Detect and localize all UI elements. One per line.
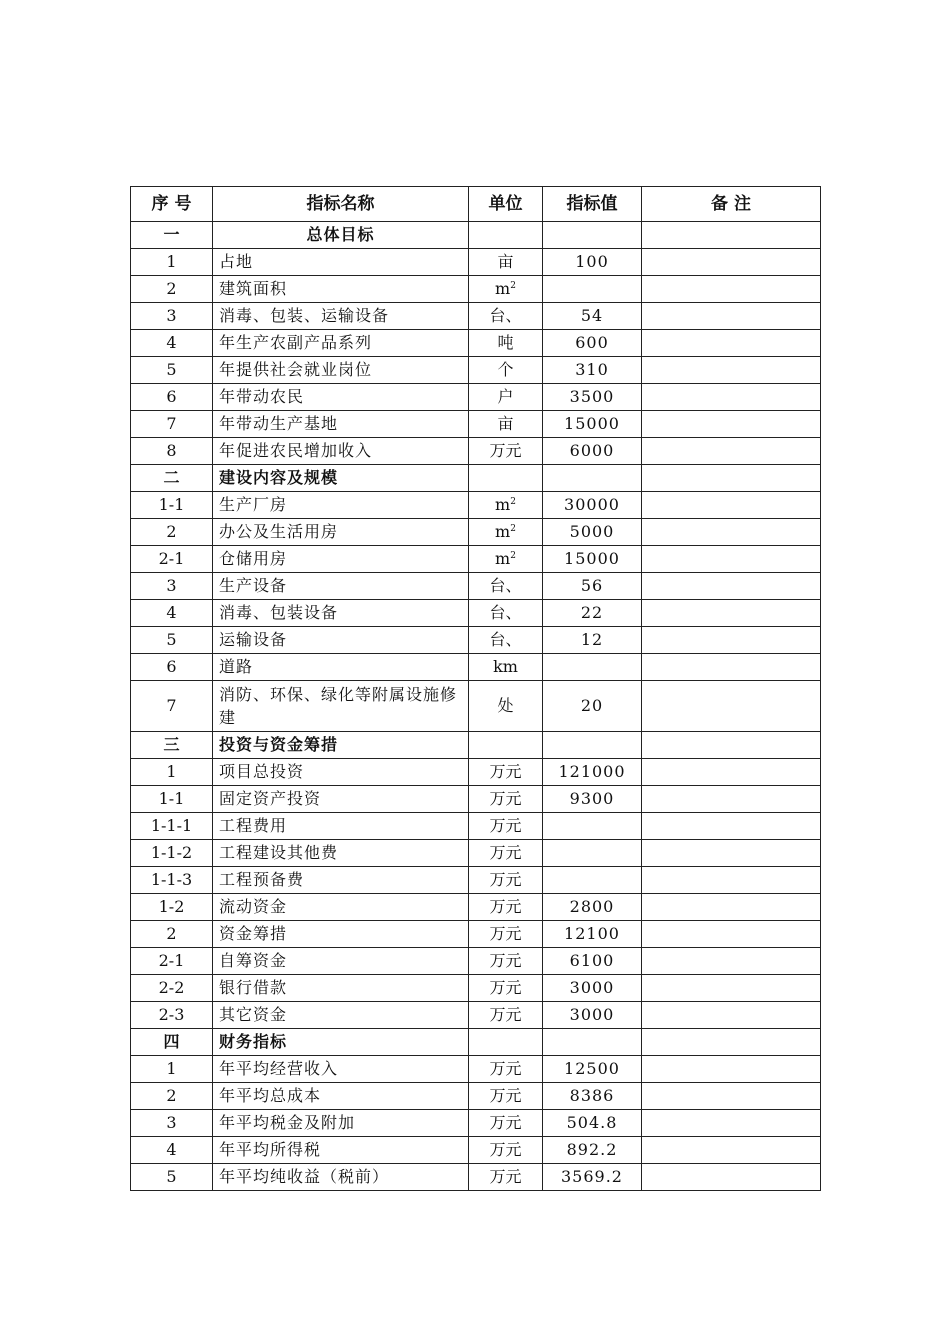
note-cell (642, 786, 821, 813)
header-note: 备 注 (642, 187, 821, 222)
row-number: 7 (131, 411, 213, 438)
unit-cell (469, 600, 543, 627)
value-cell: 12 (543, 627, 642, 654)
note-cell (642, 492, 821, 519)
unit-cell (469, 303, 543, 330)
indicator-name: 建设内容及规模 (213, 465, 469, 492)
table-row (131, 921, 821, 948)
indicator-table (130, 186, 821, 1191)
table-row (131, 276, 821, 303)
row-number: 6 (131, 384, 213, 411)
value-cell: 892.2 (543, 1137, 642, 1164)
indicator-name: 年提供社会就业岗位 (213, 357, 469, 384)
indicator-name: 办公及生活用房 (213, 519, 469, 546)
row-number: 3 (131, 573, 213, 600)
unit-cell (469, 1029, 543, 1056)
indicator-name: 其它资金 (213, 1002, 469, 1029)
unit-text: 万元 (489, 1167, 522, 1186)
value-cell: 6100 (543, 948, 642, 975)
table-row (131, 492, 821, 519)
note-cell (642, 276, 821, 303)
note-cell (642, 249, 821, 276)
note-cell (642, 948, 821, 975)
note-cell (642, 222, 821, 249)
unit-cell (469, 546, 543, 573)
value-cell: 310 (543, 357, 642, 384)
row-number: 二 (131, 465, 213, 492)
table-row (131, 600, 821, 627)
header-row (131, 187, 821, 222)
unit-cell (469, 384, 543, 411)
indicator-name: 自筹资金 (213, 948, 469, 975)
unit-cell (469, 975, 543, 1002)
indicator-name: 流动资金 (213, 894, 469, 921)
note-cell (642, 438, 821, 465)
table-row (131, 1110, 821, 1137)
section-row (131, 465, 821, 492)
value-cell: 504.8 (543, 1110, 642, 1137)
row-number: 1-1 (131, 786, 213, 813)
value-cell (543, 222, 642, 249)
unit-superscript: 2 (510, 524, 516, 534)
unit-text: 台、 (489, 576, 522, 595)
table-row (131, 546, 821, 573)
value-cell (543, 465, 642, 492)
value-cell (543, 276, 642, 303)
indicator-name: 年带动农民 (213, 384, 469, 411)
unit-text: 万元 (489, 870, 522, 889)
table-row (131, 438, 821, 465)
unit-cell (469, 732, 543, 759)
unit-cell (469, 1164, 543, 1191)
value-cell: 30000 (543, 492, 642, 519)
note-cell (642, 732, 821, 759)
value-cell: 2800 (543, 894, 642, 921)
table-row (131, 1056, 821, 1083)
section-row (131, 732, 821, 759)
note-cell (642, 519, 821, 546)
indicator-name: 运输设备 (213, 627, 469, 654)
value-cell: 100 (543, 249, 642, 276)
value-cell (543, 867, 642, 894)
unit-text: 万元 (489, 897, 522, 916)
note-cell (642, 357, 821, 384)
indicator-name: 道路 (213, 654, 469, 681)
value-cell: 5000 (543, 519, 642, 546)
section-row (131, 222, 821, 249)
table-row (131, 330, 821, 357)
value-cell: 54 (543, 303, 642, 330)
header-no: 序 号 (131, 187, 213, 222)
unit-cell (469, 492, 543, 519)
unit-superscript: 2 (510, 281, 516, 291)
indicator-name: 年促进农民增加收入 (213, 438, 469, 465)
note-cell (642, 1110, 821, 1137)
row-number: 2 (131, 921, 213, 948)
row-number: 2-1 (131, 546, 213, 573)
value-cell (543, 732, 642, 759)
header-name: 指标名称 (213, 187, 469, 222)
value-cell: 3000 (543, 975, 642, 1002)
unit-cell (469, 894, 543, 921)
row-number: 1-2 (131, 894, 213, 921)
value-cell: 15000 (543, 411, 642, 438)
unit-cell (469, 1002, 543, 1029)
unit-text: m (495, 522, 511, 541)
table-row (131, 681, 821, 732)
table-row (131, 654, 821, 681)
unit-text: 处 (497, 696, 514, 715)
indicator-name: 资金筹措 (213, 921, 469, 948)
row-number: 3 (131, 303, 213, 330)
unit-cell (469, 813, 543, 840)
row-number: 1-1-1 (131, 813, 213, 840)
unit-text: m (495, 495, 511, 514)
row-number: 5 (131, 1164, 213, 1191)
value-cell (543, 840, 642, 867)
table-row (131, 384, 821, 411)
table-row (131, 840, 821, 867)
unit-cell (469, 411, 543, 438)
indicator-name: 年生产农副产品系列 (213, 330, 469, 357)
header-unit: 单位 (469, 187, 543, 222)
unit-cell (469, 330, 543, 357)
indicator-name: 财务指标 (213, 1029, 469, 1056)
note-cell (642, 867, 821, 894)
unit-cell (469, 867, 543, 894)
row-number: 2-3 (131, 1002, 213, 1029)
indicator-name: 年平均所得税 (213, 1137, 469, 1164)
note-cell (642, 813, 821, 840)
row-number: 8 (131, 438, 213, 465)
unit-cell (469, 573, 543, 600)
table-row (131, 1002, 821, 1029)
value-cell (543, 1029, 642, 1056)
unit-cell (469, 249, 543, 276)
row-number: 6 (131, 654, 213, 681)
note-cell (642, 330, 821, 357)
indicator-name: 消毒、包装设备 (213, 600, 469, 627)
header-value: 指标值 (543, 187, 642, 222)
unit-cell (469, 1110, 543, 1137)
indicator-name: 消毒、包装、运输设备 (213, 303, 469, 330)
note-cell (642, 1164, 821, 1191)
note-cell (642, 681, 821, 732)
note-cell (642, 600, 821, 627)
value-cell: 20 (543, 681, 642, 732)
note-cell (642, 894, 821, 921)
unit-text: 台、 (489, 630, 522, 649)
unit-text: 万元 (489, 1059, 522, 1078)
unit-text: 台、 (489, 603, 522, 622)
unit-text: 个 (497, 360, 514, 379)
note-cell (642, 384, 821, 411)
indicator-name: 年带动生产基地 (213, 411, 469, 438)
unit-text: 吨 (497, 333, 514, 352)
indicator-name: 年平均税金及附加 (213, 1110, 469, 1137)
note-cell (642, 1137, 821, 1164)
note-cell (642, 573, 821, 600)
table-row (131, 1137, 821, 1164)
unit-cell (469, 948, 543, 975)
row-number: 一 (131, 222, 213, 249)
value-cell: 9300 (543, 786, 642, 813)
note-cell (642, 759, 821, 786)
unit-cell (469, 759, 543, 786)
table-row (131, 975, 821, 1002)
unit-superscript: 2 (510, 551, 516, 561)
table-row (131, 573, 821, 600)
unit-text: 万元 (489, 762, 522, 781)
row-number: 4 (131, 600, 213, 627)
note-cell (642, 1056, 821, 1083)
row-number: 1 (131, 249, 213, 276)
unit-cell (469, 681, 543, 732)
unit-text: 万元 (489, 978, 522, 997)
unit-cell (469, 654, 543, 681)
unit-cell (469, 438, 543, 465)
unit-text: m (495, 549, 511, 568)
table-row (131, 1083, 821, 1110)
row-number: 7 (131, 681, 213, 732)
table-row (131, 894, 821, 921)
indicator-name: 工程建设其他费 (213, 840, 469, 867)
table-row (131, 813, 821, 840)
row-number: 3 (131, 1110, 213, 1137)
unit-text: 万元 (489, 951, 522, 970)
value-cell: 8386 (543, 1083, 642, 1110)
section-row (131, 1029, 821, 1056)
table-row (131, 786, 821, 813)
table-row (131, 867, 821, 894)
row-number: 2 (131, 519, 213, 546)
value-cell (543, 813, 642, 840)
value-cell: 3569.2 (543, 1164, 642, 1191)
indicator-name: 工程预备费 (213, 867, 469, 894)
table-row (131, 627, 821, 654)
note-cell (642, 975, 821, 1002)
row-number: 1-1-2 (131, 840, 213, 867)
unit-text: 万元 (489, 1140, 522, 1159)
value-cell: 121000 (543, 759, 642, 786)
row-number: 5 (131, 357, 213, 384)
indicator-name: 消防、环保、绿化等附属设施修建 (213, 681, 469, 732)
value-cell: 600 (543, 330, 642, 357)
row-number: 5 (131, 627, 213, 654)
note-cell (642, 546, 821, 573)
table-row (131, 249, 821, 276)
unit-cell (469, 357, 543, 384)
unit-text: 万元 (489, 843, 522, 862)
unit-cell (469, 519, 543, 546)
table-row (131, 303, 821, 330)
row-number: 2 (131, 276, 213, 303)
note-cell (642, 1002, 821, 1029)
row-number: 四 (131, 1029, 213, 1056)
note-cell (642, 465, 821, 492)
note-cell (642, 654, 821, 681)
indicator-name: 项目总投资 (213, 759, 469, 786)
note-cell (642, 411, 821, 438)
indicator-name: 生产设备 (213, 573, 469, 600)
value-cell: 15000 (543, 546, 642, 573)
unit-cell (469, 222, 543, 249)
unit-text: 万元 (489, 924, 522, 943)
note-cell (642, 303, 821, 330)
indicator-name: 年平均经营收入 (213, 1056, 469, 1083)
indicator-name: 年平均总成本 (213, 1083, 469, 1110)
indicator-name: 投资与资金筹措 (213, 732, 469, 759)
value-cell: 12100 (543, 921, 642, 948)
row-number: 三 (131, 732, 213, 759)
unit-cell (469, 1137, 543, 1164)
table-row (131, 1164, 821, 1191)
indicator-name: 银行借款 (213, 975, 469, 1002)
indicator-name: 占地 (213, 249, 469, 276)
value-cell: 22 (543, 600, 642, 627)
value-cell (543, 654, 642, 681)
unit-text: km (493, 657, 518, 676)
unit-cell (469, 786, 543, 813)
row-number: 2 (131, 1083, 213, 1110)
unit-text: 台、 (489, 306, 522, 325)
indicator-name: 仓储用房 (213, 546, 469, 573)
unit-text: 户 (497, 387, 514, 406)
unit-cell (469, 1083, 543, 1110)
row-number: 2-1 (131, 948, 213, 975)
row-number: 1 (131, 1056, 213, 1083)
indicator-name: 生产厂房 (213, 492, 469, 519)
note-cell (642, 1083, 821, 1110)
unit-cell (469, 465, 543, 492)
unit-text: 亩 (497, 414, 514, 433)
unit-cell (469, 1056, 543, 1083)
indicator-name: 固定资产投资 (213, 786, 469, 813)
table-row (131, 357, 821, 384)
table-row (131, 948, 821, 975)
unit-text: 万元 (489, 1086, 522, 1105)
note-cell (642, 921, 821, 948)
value-cell: 3000 (543, 1002, 642, 1029)
unit-superscript: 2 (510, 497, 516, 507)
indicator-name: 工程费用 (213, 813, 469, 840)
table-row (131, 519, 821, 546)
note-cell (642, 840, 821, 867)
unit-cell (469, 276, 543, 303)
unit-text: 万元 (489, 1113, 522, 1132)
row-number: 4 (131, 330, 213, 357)
indicator-name: 年平均纯收益（税前） (213, 1164, 469, 1191)
unit-text: 万元 (489, 441, 522, 460)
note-cell (642, 1029, 821, 1056)
row-number: 1 (131, 759, 213, 786)
indicator-name: 建筑面积 (213, 276, 469, 303)
note-cell (642, 627, 821, 654)
row-number: 2-2 (131, 975, 213, 1002)
table-row (131, 759, 821, 786)
unit-cell (469, 921, 543, 948)
table-body (131, 222, 821, 1191)
unit-text: 万元 (489, 789, 522, 808)
unit-text: 亩 (497, 252, 514, 271)
unit-text: m (495, 279, 511, 298)
unit-cell (469, 840, 543, 867)
table-row (131, 411, 821, 438)
value-cell: 3500 (543, 384, 642, 411)
value-cell: 6000 (543, 438, 642, 465)
unit-text: 万元 (489, 816, 522, 835)
row-number: 1-1 (131, 492, 213, 519)
row-number: 4 (131, 1137, 213, 1164)
unit-cell (469, 627, 543, 654)
indicator-name: 总体目标 (213, 222, 469, 249)
unit-text: 万元 (489, 1005, 522, 1024)
row-number: 1-1-3 (131, 867, 213, 894)
value-cell: 12500 (543, 1056, 642, 1083)
value-cell: 56 (543, 573, 642, 600)
